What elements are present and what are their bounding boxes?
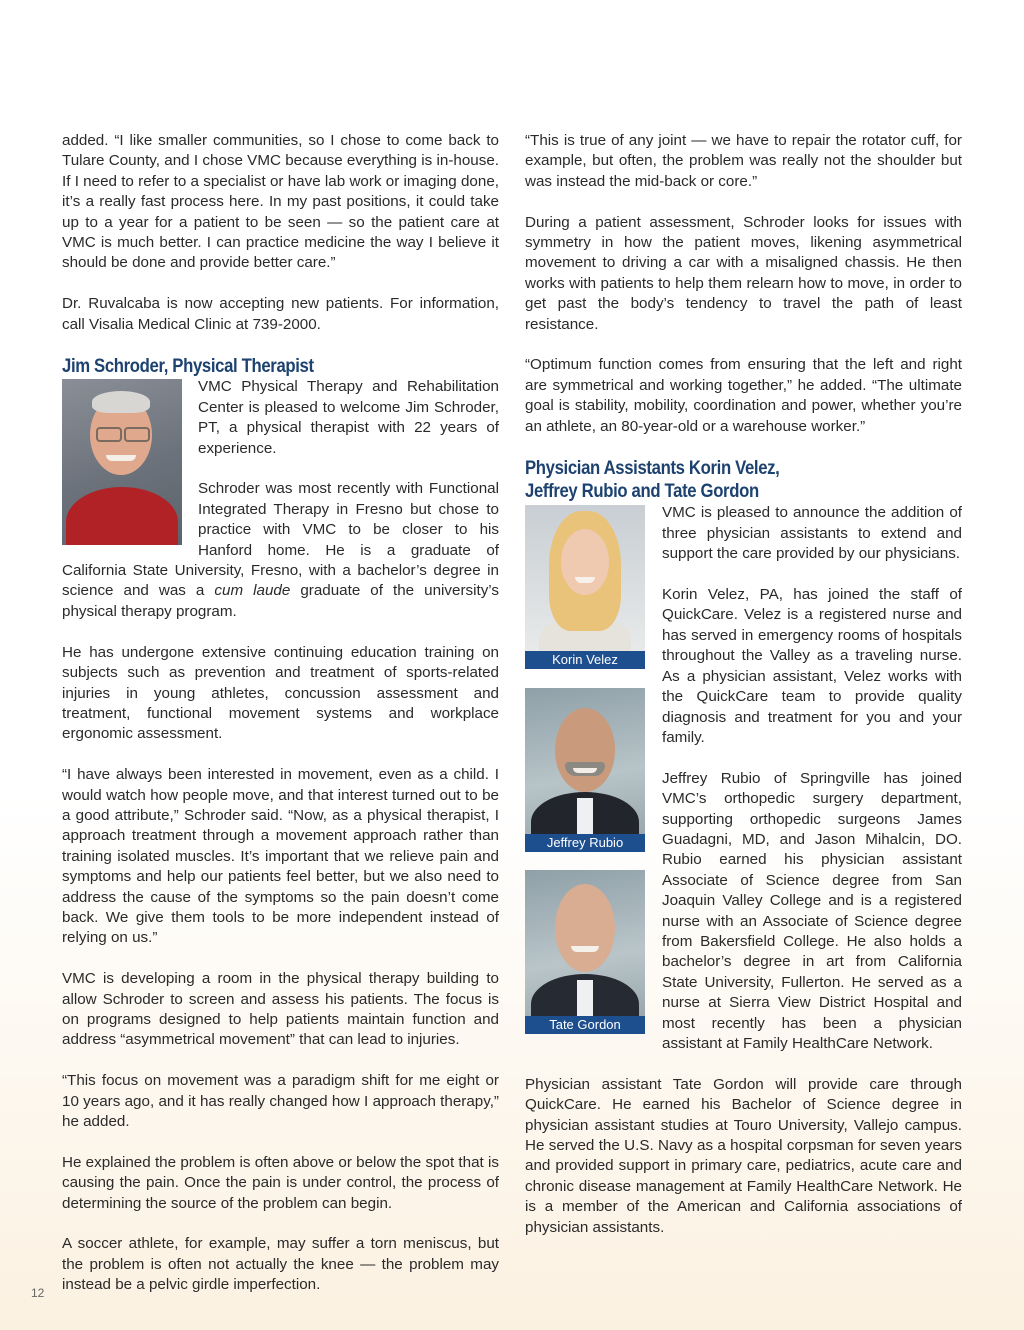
jeffrey-rubio-caption: Jeffrey Rubio	[525, 834, 645, 852]
schroder-heading: Jim Schroder, Physical Therapist	[62, 356, 314, 378]
education-text-b: graduate of the university’s physical therapy program.	[62, 582, 499, 620]
photo-stack	[525, 503, 645, 1034]
movement-quote-paragraph: “I have always been interested in movement, even as a child. I would watch how people move, and that interest turned out to be a good attribute,” Schroder said. “Now, as a physical therapist, I approach treatment through a movement approach rather than training isolated muscles. It’s important that we relieve pain and symptoms and help our patients feel better, but we also need to address the cause of the symptoms so the pain doesn’t come back. We give them tools to be more independent instead of relying on us.”	[62, 766, 499, 947]
paradigm-paragraph: “This focus on movement was a paradigm shift for me eight or 10 years ago, and it has really changed how I approach therapy,” he added.	[62, 1072, 499, 1130]
welcome-paragraph: VMC Physical Therapy and Rehabilitation Center is pleased to welcome Jim Schroder, PT, a physical therapist with 22 years of experience.	[198, 378, 499, 457]
soccer-paragraph: A soccer athlete, for example, may suffer a torn meniscus, but the problem is often not actually the knee — the problem may instead be a pelvic girdle imperfection.	[62, 1235, 499, 1294]
korin-velez-photo	[525, 505, 645, 651]
assessment-paragraph: During a patient assessment, Schroder looks for issues with symmetry in how the patient moves, likening asymmetrical movement to driving a car with a misaligned chassis. He then works with patients to help them relearn how to move, in order to get past the body’s tendency to travel the path of least resistance.	[525, 213, 962, 333]
tate-gordon-photo	[525, 870, 645, 1016]
jim-schroder-photo	[62, 379, 182, 545]
accepting-patients-paragraph: Dr. Ruvalcaba is now accepting new patients. For information, call Visalia Medical Clinic at 739-2000.	[62, 295, 499, 333]
intro-paragraph: added. “I like smaller communities, so I chose to come back to Tulare County, and I chose VMC because everything is in-house. If I need to refer to a specialist or have lab work or imaging done, it’s a really fast process here. In my past positions, it could take up to a year for a patient to be seen — so the patient care at VMC is much better. I can practice medicine the way I believe it should be done and provide better care.”	[62, 132, 499, 272]
jeffrey-rubio-photo	[525, 688, 645, 834]
education-text-a: Schroder was most recently with Functional Integrated Therapy in Fresno but chose to practice with VMC to be closer to his Hanford home. He is a graduate of California State University, Fresno, with a bachelor’s degree in science and was a	[62, 480, 499, 600]
optimum-paragraph: “Optimum function comes from ensuring that the left and right are symmetrical and working together,” he added. “The ultimate goal is stability, mobility, coordination and power, whether you’re an athlete, an 80-year-old or a warehouse worker.”	[525, 356, 962, 435]
left-column	[62, 131, 499, 1296]
tate-gordon-caption: Tate Gordon	[525, 1016, 645, 1034]
joint-paragraph: “This is true of any joint — we have to repair the rotator cuff, for example, but often, the problem was really not the shoulder but was instead the mid-back or core.”	[525, 132, 962, 190]
pa-heading-line1: Physician Assistants Korin Velez,	[525, 458, 780, 480]
gordon-paragraph: Physician assistant Tate Gordon will provide care through QuickCare. He earned his Bachelor of Science degree in physician assistant studies at Touro University, Vallejo campus. He served the U.S. Navy as a hospital corpsman for seven years and provided support in primary care, pediatrics, acute care and chronic disease management at Family HealthCare Network. He is a member of the American and California associations of physician assistants.	[525, 1075, 962, 1236]
room-paragraph: VMC is developing a room in the physical therapy building to allow Schroder to screen and assess his patients. The focus is on programs designed to help patients maintain function and address “asymmetrical movement” that can lead to injuries.	[62, 970, 499, 1049]
page-number: 12	[31, 1286, 45, 1300]
rubio-paragraph: Jeffrey Rubio of Springville has joined VMC’s orthopedic surgery department, supporting orthopedic surgeons James Guadagni, MD, and Jason Mihalcin, DO. Rubio earned his physician assistant Associate of Science degree from San Joaquin Valley College and is a registered nurse with an Associate of Science degree from Bakersfield College. He also holds a bachelor’s degree in art from California State University, Fullerton. He served as a nurse at Sierra View District Hospital and most recently has been a physician assistant at Family HealthCare Network.	[662, 769, 962, 1052]
training-paragraph: He has undergone extensive continuing education training on subjects such as prevention and treatment of sports-related injuries in young athletes, concussion assessment and treatment, functional movement systems and workplace ergonomic assessment.	[62, 643, 499, 743]
pa-intro-paragraph: VMC is pleased to announce the addition of three physician assistants to extend and support the care provided by our physicians.	[662, 504, 962, 563]
right-column	[525, 131, 962, 1238]
velez-paragraph: Korin Velez, PA, has joined the staff of QuickCare. Velez is a registered nurse and has served in emergency rooms of hospitals throughout the Valley as a traveling nurse. As a physician assistant, Velez works with the QuickCare team to provide quality diagnosis and treatment for you and your family.	[662, 586, 962, 746]
problem-paragraph: He explained the problem is often above or below the spot that is causing the pain. Once the pain is under control, the process of determining the source of the problem can begin.	[62, 1153, 499, 1212]
cum-laude: cum laude	[214, 582, 291, 600]
korin-velez-caption: Korin Velez	[525, 651, 645, 669]
pa-heading-line2: Jeffrey Rubio and Tate Gordon	[525, 481, 759, 503]
